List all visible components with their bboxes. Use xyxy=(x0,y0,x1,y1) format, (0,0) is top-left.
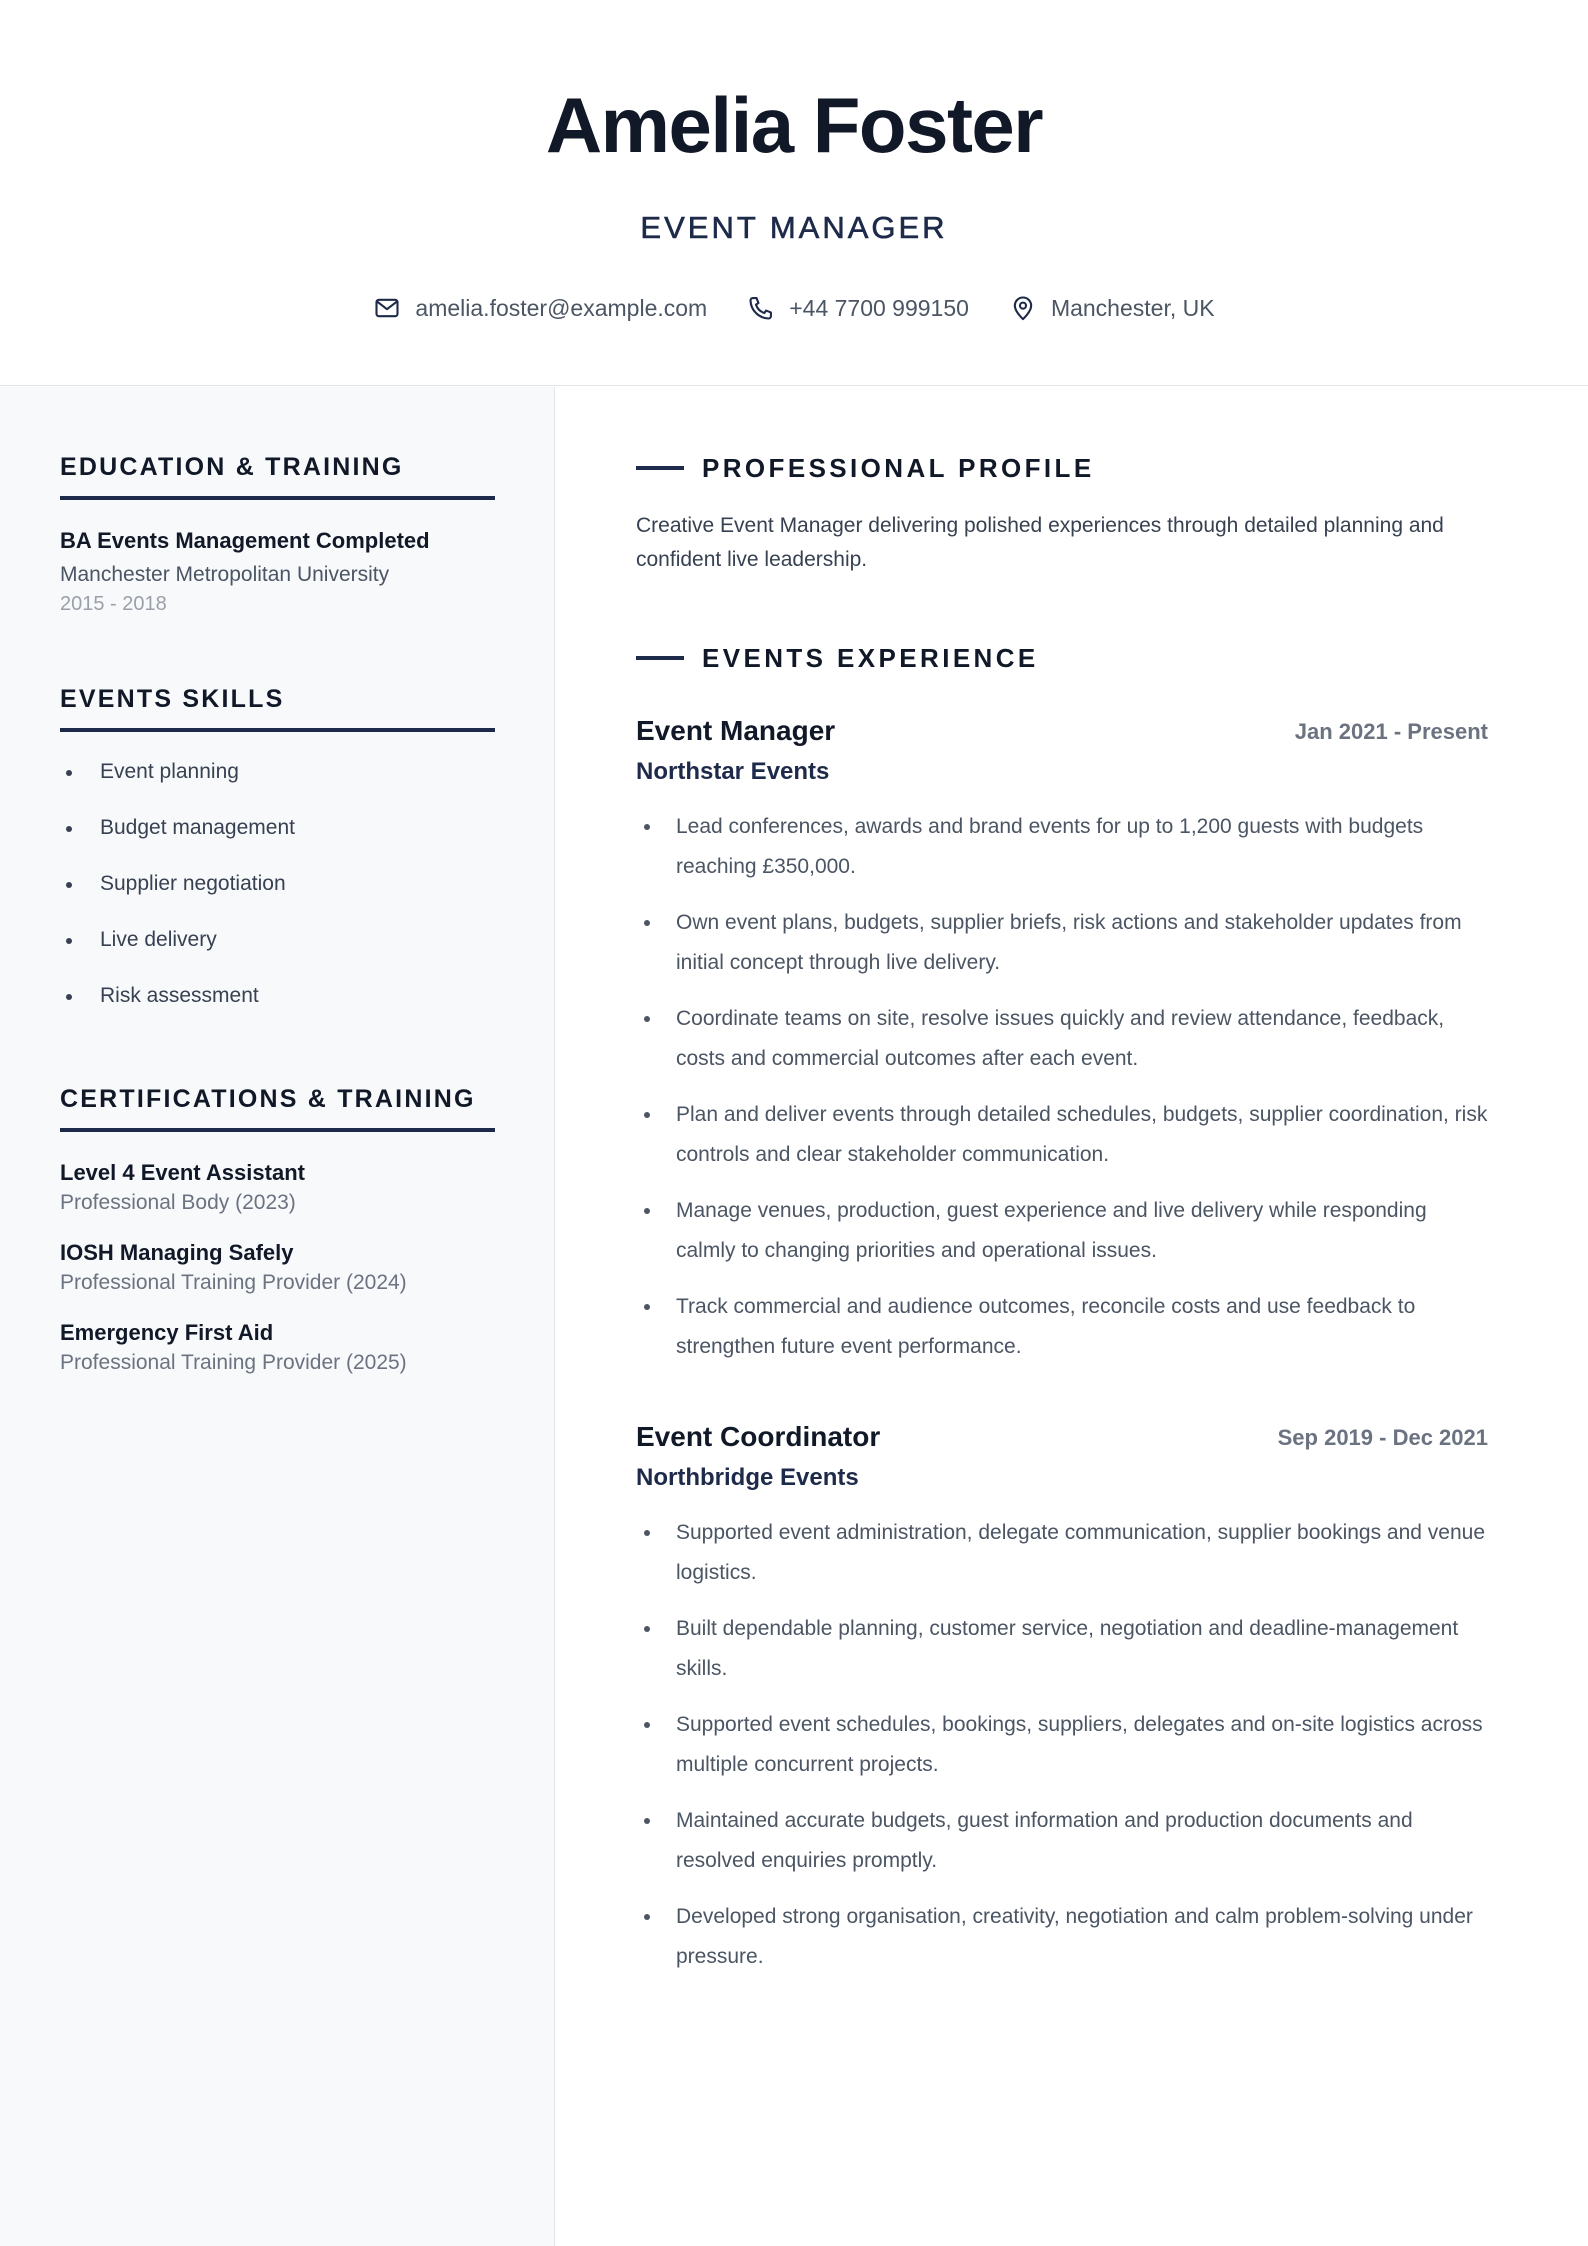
education-title: EDUCATION & TRAINING xyxy=(60,455,495,500)
job-bullet: Built dependable planning, customer service, negotiation and deadline-management skills. xyxy=(636,1609,1488,1689)
job-bullets xyxy=(636,807,1488,1367)
heading-rule xyxy=(636,466,684,470)
location-text: Manchester, UK xyxy=(1050,295,1215,321)
contact-phone[interactable] xyxy=(747,292,969,324)
job-role: EVENT MANAGER xyxy=(640,210,948,245)
certification-item xyxy=(60,1160,495,1216)
resume-header xyxy=(0,0,1588,386)
job-header xyxy=(636,713,1488,749)
profile-title: PROFESSIONAL PROFILE xyxy=(702,453,1095,483)
skill-item: Budget management xyxy=(60,814,495,842)
contact-location xyxy=(1009,292,1215,324)
job-company: Northstar Events xyxy=(636,758,830,785)
job-bullet: Manage venues, production, guest experience and live delivery while responding calmly to changing priorities and operational issues. xyxy=(636,1191,1488,1271)
education-years: 2015 - 2018 xyxy=(60,593,167,615)
certifications-title: CERTIFICATIONS & TRAINING xyxy=(60,1087,495,1132)
certification-item xyxy=(60,1240,495,1296)
certification-name: IOSH Managing Safely xyxy=(60,1240,294,1265)
contact-email[interactable] xyxy=(373,292,707,324)
certification-org: Professional Training Provider (2024) xyxy=(60,1271,407,1294)
education-section xyxy=(60,455,495,616)
skills-section xyxy=(60,687,495,1038)
phone-text: +44 7700 999150 xyxy=(789,295,969,321)
skill-item: Supplier negotiation xyxy=(60,870,495,898)
certification-name: Level 4 Event Assistant xyxy=(60,1160,305,1185)
job-header xyxy=(636,1419,1488,1455)
job-bullet: Maintained accurate budgets, guest information and production documents and resolved enquiries promptly. xyxy=(636,1801,1488,1881)
job-bullet: Track commercial and audience outcomes, reconcile costs and use feedback to strengthen future event performance. xyxy=(636,1287,1488,1367)
job-bullet: Own event plans, budgets, supplier briefs, risk actions and stakeholder updates from initial concept through live delivery. xyxy=(636,903,1488,983)
job-bullet: Plan and deliver events through detailed schedules, budgets, supplier coordination, risk controls and clear stakeholder communication. xyxy=(636,1095,1488,1175)
skills-list xyxy=(60,758,495,1010)
education-school: Manchester Metropolitan University xyxy=(60,563,390,586)
job-dates: Jan 2021 - Present xyxy=(1294,719,1488,744)
profile-summary: Creative Event Manager delivering polished experiences through detailed planning and confident live leadership. xyxy=(636,514,1444,571)
contact-bar xyxy=(0,292,1588,324)
job-bullet: Supported event schedules, bookings, suppliers, delegates and on-site logistics across multiple concurrent projects. xyxy=(636,1705,1488,1785)
certification-item xyxy=(60,1320,495,1376)
job-dates: Sep 2019 - Dec 2021 xyxy=(1277,1425,1488,1450)
email-text: amelia.foster@example.com xyxy=(415,295,708,321)
map-pin-icon xyxy=(1009,294,1037,322)
job-bullets xyxy=(636,1513,1488,1977)
certification-org: Professional Body (2023) xyxy=(60,1191,296,1214)
certifications-section xyxy=(60,1087,495,1376)
job-bullet: Lead conferences, awards and brand events for up to 1,200 guests with budgets reaching £350,000. xyxy=(636,807,1488,887)
skill-item: Event planning xyxy=(60,758,495,786)
candidate-name: Amelia Foster xyxy=(545,81,1043,169)
education-degree: BA Events Management Completed xyxy=(60,528,430,553)
job-bullet: Coordinate teams on site, resolve issues quickly and review attendance, feedback, costs and commercial outcomes after each event. xyxy=(636,999,1488,1079)
mail-icon xyxy=(373,294,401,322)
skill-item: Live delivery xyxy=(60,926,495,954)
job-company: Northbridge Events xyxy=(636,1464,859,1491)
skill-item: Risk assessment xyxy=(60,982,495,1010)
job-bullet: Supported event administration, delegate communication, supplier bookings and venue logistics. xyxy=(636,1513,1488,1593)
job-entry xyxy=(636,713,1488,1383)
profile-heading xyxy=(636,455,1095,481)
phone-icon xyxy=(747,294,775,322)
job-title: Event Manager xyxy=(636,715,836,746)
job-bullet: Developed strong organisation, creativity, negotiation and calm problem-solving under pressure. xyxy=(636,1897,1488,1977)
heading-rule xyxy=(636,656,684,660)
experience-heading xyxy=(636,645,1039,671)
certification-name: Emergency First Aid xyxy=(60,1320,274,1345)
experience-title: EVENTS EXPERIENCE xyxy=(702,643,1039,673)
job-title: Event Coordinator xyxy=(636,1421,881,1452)
skills-title: EVENTS SKILLS xyxy=(60,687,495,732)
job-entry xyxy=(636,1419,1488,1993)
sidebar xyxy=(0,387,555,2246)
certification-org: Professional Training Provider (2025) xyxy=(60,1351,407,1374)
